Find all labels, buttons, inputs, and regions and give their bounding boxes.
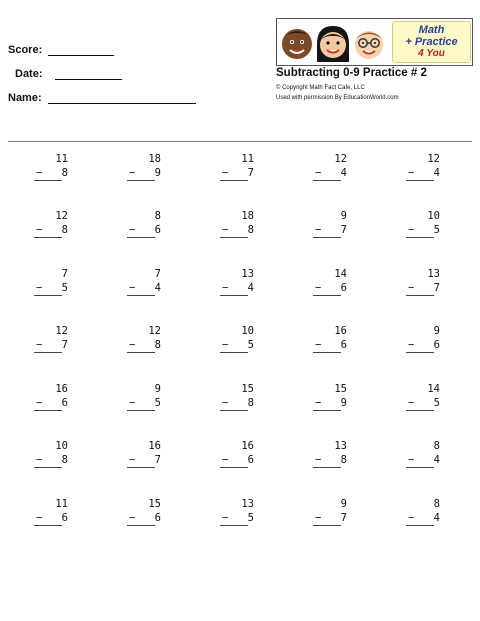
subtrahend: 7 bbox=[340, 224, 347, 236]
math-practice-logo bbox=[276, 18, 473, 66]
answer-line bbox=[406, 237, 434, 238]
subtrahend: 6 bbox=[340, 339, 347, 351]
minus-sign: − bbox=[129, 339, 136, 351]
logo-line-2: + Practice bbox=[405, 36, 458, 48]
answer-line bbox=[220, 525, 248, 526]
minus-sign: − bbox=[129, 397, 136, 409]
minuend: 13 bbox=[427, 268, 440, 280]
subtrahend: 5 bbox=[247, 339, 254, 351]
answer-line bbox=[34, 410, 62, 411]
subtraction-problem bbox=[127, 325, 167, 355]
subtraction-problem bbox=[313, 210, 353, 240]
score-label: Score: bbox=[8, 44, 43, 56]
answer-line bbox=[127, 237, 155, 238]
answer-line bbox=[34, 467, 62, 468]
answer-line bbox=[220, 295, 248, 296]
subtraction-problem bbox=[406, 383, 446, 413]
subtraction-problem bbox=[406, 325, 446, 355]
minuend: 7 bbox=[154, 268, 161, 280]
answer-line bbox=[220, 352, 248, 353]
minuend: 9 bbox=[340, 498, 347, 510]
minus-sign: − bbox=[222, 167, 229, 179]
subtraction-problem bbox=[220, 153, 260, 183]
minuend: 14 bbox=[427, 383, 440, 395]
subtraction-problem bbox=[406, 268, 446, 298]
answer-line bbox=[406, 352, 434, 353]
subtrahend: 5 bbox=[433, 224, 440, 236]
answer-line bbox=[34, 180, 62, 181]
answer-line bbox=[127, 352, 155, 353]
minuend: 12 bbox=[148, 325, 161, 337]
minus-sign: − bbox=[129, 167, 136, 179]
subtrahend: 5 bbox=[433, 397, 440, 409]
minuend: 12 bbox=[427, 153, 440, 165]
answer-line bbox=[406, 180, 434, 181]
subtrahend: 5 bbox=[154, 397, 161, 409]
subtrahend: 6 bbox=[433, 339, 440, 351]
minus-sign: − bbox=[36, 397, 43, 409]
answer-line bbox=[127, 410, 155, 411]
math-practice-badge bbox=[392, 21, 471, 63]
subtraction-problem bbox=[220, 210, 260, 240]
answer-line bbox=[406, 295, 434, 296]
answer-line bbox=[127, 295, 155, 296]
subtrahend: 5 bbox=[247, 512, 254, 524]
answer-line bbox=[127, 467, 155, 468]
subtrahend: 8 bbox=[154, 339, 161, 351]
minus-sign: − bbox=[36, 339, 43, 351]
subtrahend: 4 bbox=[433, 167, 440, 179]
subtraction-problem bbox=[34, 440, 74, 470]
minuend: 13 bbox=[334, 440, 347, 452]
subtraction-problem bbox=[34, 325, 74, 355]
subtraction-problem bbox=[127, 440, 167, 470]
subtrahend: 8 bbox=[61, 167, 68, 179]
minus-sign: − bbox=[36, 167, 43, 179]
answer-line bbox=[34, 237, 62, 238]
minuend: 11 bbox=[55, 498, 68, 510]
minus-sign: − bbox=[129, 224, 136, 236]
minus-sign: − bbox=[129, 282, 136, 294]
minus-sign: − bbox=[315, 512, 322, 524]
minuend: 9 bbox=[433, 325, 440, 337]
subtrahend: 9 bbox=[154, 167, 161, 179]
minuend: 14 bbox=[334, 268, 347, 280]
subtrahend: 7 bbox=[340, 512, 347, 524]
subtraction-problem bbox=[34, 383, 74, 413]
subtraction-problem bbox=[220, 383, 260, 413]
minus-sign: − bbox=[408, 512, 415, 524]
minus-sign: − bbox=[222, 397, 229, 409]
answer-line bbox=[313, 467, 341, 468]
minus-sign: − bbox=[36, 224, 43, 236]
subtraction-problem bbox=[313, 325, 353, 355]
name-field bbox=[8, 92, 42, 104]
minuend: 10 bbox=[241, 325, 254, 337]
subtrahend: 4 bbox=[340, 167, 347, 179]
answer-line bbox=[406, 525, 434, 526]
subtraction-problem bbox=[127, 153, 167, 183]
minuend: 12 bbox=[55, 325, 68, 337]
subtraction-problem bbox=[127, 383, 167, 413]
minuend: 18 bbox=[241, 210, 254, 222]
answer-line bbox=[406, 410, 434, 411]
minus-sign: − bbox=[315, 167, 322, 179]
subtraction-problem bbox=[406, 153, 446, 183]
subtrahend: 6 bbox=[247, 454, 254, 466]
minus-sign: − bbox=[408, 167, 415, 179]
permission-credit: Used with permission By EducationWorld.com bbox=[276, 95, 399, 101]
subtraction-problem bbox=[127, 268, 167, 298]
score-field bbox=[8, 44, 42, 56]
subtraction-problem bbox=[313, 153, 353, 183]
subtrahend: 4 bbox=[433, 512, 440, 524]
answer-line bbox=[127, 525, 155, 526]
subtraction-problem bbox=[220, 498, 260, 528]
subtraction-problem bbox=[220, 325, 260, 355]
subtraction-problem bbox=[127, 210, 167, 240]
minuend: 15 bbox=[334, 383, 347, 395]
subtraction-problem bbox=[313, 268, 353, 298]
minuend: 16 bbox=[55, 383, 68, 395]
minus-sign: − bbox=[129, 454, 136, 466]
minus-sign: − bbox=[222, 512, 229, 524]
subtrahend: 6 bbox=[61, 512, 68, 524]
worksheet-title: Subtracting 0-9 Practice # 2 bbox=[276, 67, 427, 79]
subtraction-problem bbox=[313, 498, 353, 528]
subtraction-problem bbox=[220, 440, 260, 470]
minus-sign: − bbox=[315, 224, 322, 236]
subtraction-problem bbox=[34, 210, 74, 240]
minus-sign: − bbox=[222, 454, 229, 466]
subtraction-problem bbox=[220, 268, 260, 298]
answer-line bbox=[313, 237, 341, 238]
subtrahend: 8 bbox=[247, 397, 254, 409]
subtrahend: 5 bbox=[61, 282, 68, 294]
subtraction-problem bbox=[406, 498, 446, 528]
answer-line bbox=[220, 180, 248, 181]
subtrahend: 8 bbox=[61, 454, 68, 466]
minus-sign: − bbox=[315, 397, 322, 409]
subtrahend: 7 bbox=[433, 282, 440, 294]
minuend: 12 bbox=[55, 210, 68, 222]
minus-sign: − bbox=[129, 512, 136, 524]
date-field bbox=[15, 68, 43, 80]
name-blank-line bbox=[48, 103, 196, 104]
subtraction-problem bbox=[406, 440, 446, 470]
date-label: Date: bbox=[15, 68, 43, 80]
minus-sign: − bbox=[408, 454, 415, 466]
minus-sign: − bbox=[408, 282, 415, 294]
score-blank-line bbox=[48, 55, 114, 56]
subtrahend: 9 bbox=[340, 397, 347, 409]
subtrahend: 6 bbox=[154, 512, 161, 524]
answer-line bbox=[127, 180, 155, 181]
answer-line bbox=[313, 410, 341, 411]
kids-illustration-icon bbox=[279, 22, 387, 64]
minus-sign: − bbox=[36, 282, 43, 294]
answer-line bbox=[220, 410, 248, 411]
minuend: 16 bbox=[241, 440, 254, 452]
subtrahend: 7 bbox=[154, 454, 161, 466]
copyright-credit: © Copyright Math Fact Cafe, LLC bbox=[276, 85, 365, 91]
subtraction-problem bbox=[34, 153, 74, 183]
answer-line bbox=[34, 295, 62, 296]
subtraction-problem bbox=[127, 498, 167, 528]
minus-sign: − bbox=[222, 282, 229, 294]
minuend: 13 bbox=[241, 268, 254, 280]
subtrahend: 8 bbox=[61, 224, 68, 236]
minuend: 8 bbox=[154, 210, 161, 222]
minuend: 12 bbox=[334, 153, 347, 165]
minus-sign: − bbox=[36, 454, 43, 466]
minuend: 11 bbox=[55, 153, 68, 165]
answer-line bbox=[34, 352, 62, 353]
minuend: 8 bbox=[433, 440, 440, 452]
answer-line bbox=[313, 295, 341, 296]
minuend: 16 bbox=[334, 325, 347, 337]
minus-sign: − bbox=[315, 454, 322, 466]
subtraction-problem bbox=[313, 440, 353, 470]
answer-line bbox=[313, 352, 341, 353]
subtrahend: 7 bbox=[247, 167, 254, 179]
minus-sign: − bbox=[408, 397, 415, 409]
subtraction-problem bbox=[406, 210, 446, 240]
subtrahend: 6 bbox=[154, 224, 161, 236]
minus-sign: − bbox=[408, 339, 415, 351]
subtraction-problem bbox=[313, 383, 353, 413]
answer-line bbox=[220, 467, 248, 468]
answer-line bbox=[220, 237, 248, 238]
subtrahend: 8 bbox=[340, 454, 347, 466]
minuend: 9 bbox=[340, 210, 347, 222]
minuend: 10 bbox=[427, 210, 440, 222]
logo-line-3: 4 You bbox=[418, 48, 445, 59]
subtrahend: 4 bbox=[247, 282, 254, 294]
minuend: 7 bbox=[61, 268, 68, 280]
minuend: 13 bbox=[241, 498, 254, 510]
minuend: 10 bbox=[55, 440, 68, 452]
date-blank-line bbox=[55, 79, 122, 80]
subtraction-problem bbox=[34, 268, 74, 298]
subtrahend: 8 bbox=[247, 224, 254, 236]
logo-line-1: Math bbox=[418, 24, 445, 36]
header-divider bbox=[8, 141, 472, 142]
minus-sign: − bbox=[222, 224, 229, 236]
minus-sign: − bbox=[408, 224, 415, 236]
minuend: 9 bbox=[154, 383, 161, 395]
subtrahend: 4 bbox=[433, 454, 440, 466]
minuend: 15 bbox=[241, 383, 254, 395]
subtrahend: 6 bbox=[61, 397, 68, 409]
subtrahend: 4 bbox=[154, 282, 161, 294]
answer-line bbox=[313, 525, 341, 526]
minuend: 15 bbox=[148, 498, 161, 510]
answer-line bbox=[34, 525, 62, 526]
minuend: 16 bbox=[148, 440, 161, 452]
minus-sign: − bbox=[315, 339, 322, 351]
minus-sign: − bbox=[36, 512, 43, 524]
minuend: 11 bbox=[241, 153, 254, 165]
answer-line bbox=[313, 180, 341, 181]
minus-sign: − bbox=[315, 282, 322, 294]
name-label: Name: bbox=[8, 92, 42, 104]
subtrahend: 7 bbox=[61, 339, 68, 351]
subtraction-problem bbox=[34, 498, 74, 528]
answer-line bbox=[406, 467, 434, 468]
minuend: 18 bbox=[148, 153, 161, 165]
minuend: 8 bbox=[433, 498, 440, 510]
subtrahend: 6 bbox=[340, 282, 347, 294]
minus-sign: − bbox=[222, 339, 229, 351]
